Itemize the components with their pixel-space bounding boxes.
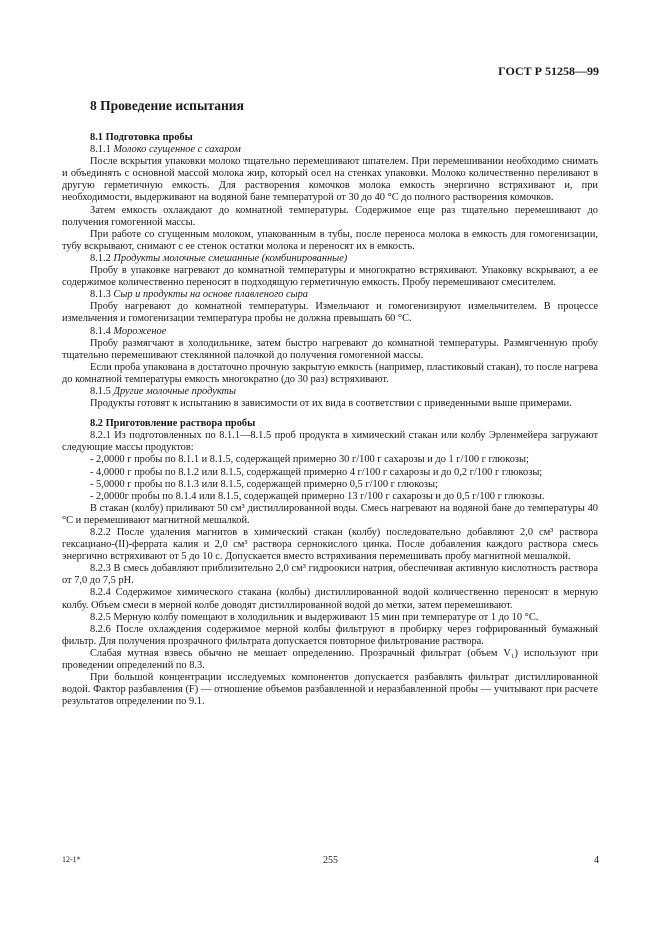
subsection-title: Мороженое <box>113 325 167 337</box>
subsection-title: Другие молочные продукты <box>113 385 237 397</box>
footer-right: 4 <box>594 855 599 866</box>
subsection-heading <box>62 386 598 398</box>
content <box>62 98 598 708</box>
body-text <box>62 132 598 708</box>
subsection-number: 8.1.3 <box>90 289 114 301</box>
paragraph: - 2,0000г пробы по 8.1.4 или 8.1.5, содержащей примерно 13 г/100 г сахарозы и до 0,5 г/100 г глюкозы. <box>90 490 545 502</box>
paragraph: Пробу размягчают в холодильнике, затем быстро нагревают до комнатной температуры. Размягченную пробу тщательно перемешивают стеклянной палочкой до получения гомогенной массы. <box>62 337 598 361</box>
subsection-title: Продукты молочные смешанные (комбинированные) <box>113 252 348 264</box>
section-heading: 8.2 Приготовление раствора пробы <box>90 418 256 430</box>
paragraph: - 2,0000 г пробы по 8.1.1 и 8.1.5, содержащей примерно 30 г/100 г сахарозы и до 1 г/100 г глюкозы; <box>90 454 529 466</box>
paragraph: Если проба упакована в достаточно прочную закрытую емкость (например, пластиковый стакан), то после нагрева до комнатной температуры емкость многократно (до 30 раз) встряхивают. <box>62 361 599 385</box>
subsection-number: 8.1.4 <box>90 325 114 337</box>
paragraph: Слабая мутная взвесь обычно не мешает определению. Прозрачный фильтрат (объем V₁) используют при проведении определений по 8.3. <box>62 647 598 672</box>
subsection-number: 8.1.5 <box>90 385 114 397</box>
paragraph: 8.2.1 Из подготовленных по 8.1.1—8.1.5 проб продукта в химический стакан или колбу Эрленмейера загружают следующие массы продуктов: <box>62 430 598 454</box>
subsection-heading <box>62 253 598 265</box>
paragraph: Пробу нагревают до комнатной температуры. Измельчают и гомогенизируют измельчителем. В процессе измельчения и гомогенизации температура пробы не должна превышать 60 °С. <box>62 301 598 325</box>
section-title: 8 Проведение испытания <box>90 98 244 113</box>
paragraph: - 5,0000 г пробы по 8.1.3 или 8.1.5, содержащей примерно 0,5 г/100 г глюкозы; <box>90 478 438 490</box>
paragraph: Пробу в упаковке нагревают до комнатной температуры и многократно встряхивают. Упаковку вскрывают, а ее содержимое количественно переносят в подходящую герметичную емкость. Пробу перемешивают смесителем. <box>62 265 598 289</box>
paragraph: - 4,0000 г пробы по 8.1.2 или 8.1.5, содержащей примерно 4 г/100 г сахарозы и до 0,2 г/100 г глюкозы; <box>90 466 543 478</box>
section-heading: 8.1 Подготовка пробы <box>90 132 193 143</box>
paragraph: 8.2.5 Мерную колбу помещают в холодильник и выдерживают 15 мин при температуре от 1 до 10 °С. <box>90 611 539 623</box>
subsection-title: Молоко сгущенное с сахаром <box>113 144 241 156</box>
paragraph: В стакан (колбу) приливают 50 см³ дистиллированной воды. Смесь нагревают на водяной бане до температуры 40 °С и перемешивают магнитной мешалкой. <box>62 502 598 526</box>
paragraph: При большой концентрации исследуемых компонентов допускается разбавлять фильтрат дистиллированной водой. Фактор разбавления (F) — отношение объемов разбавленной и неразбавленной пробы — учитывают при расчете результатов определении по 9.1. <box>62 672 598 708</box>
subsection-number: 8.1.1 <box>90 144 114 156</box>
subsection-title: Сыр и продукты на основе плавленого сыра <box>113 289 309 301</box>
subsection-heading <box>62 289 598 301</box>
document-code: ГОСТ Р 51258—99 <box>498 64 599 78</box>
subsection-heading <box>62 144 598 156</box>
paragraph: 8.2.2 После удаления магнитов в химический стакан (колбу) последовательно добавляют 2,0 см³ раствора гексациано-(II)-феррата калия и 2,0 см³ раствора сернокислого цинка. После добавления каждого раствора смесь энергично встряхивают от 5 до 10 с. Допускается вместо встряхивания перемешивать пробу магнитной мешалкой. <box>62 527 598 563</box>
paragraph: 8.2.4 Содержимое химического стакана (колбы) дистиллированной водой количественно переносят в мерную колбу. Объем смеси в мерной колбе доводят дистиллированной водой до метки, затем перемешивают. <box>62 587 598 611</box>
paragraph: 8.2.6 После охлаждения содержимое мерной колбы фильтруют в пробирку через гофрированный бумажный фильтр. Для получения прозрачного фильтрата допускается повторное фильтрование раствора. <box>62 623 598 647</box>
page-number: 255 <box>323 855 338 866</box>
paragraph: Затем емкость охлаждают до комнатной температуры. Содержимое еще раз тщательно перемешивают до получения гомогенной массы. <box>62 204 598 228</box>
paragraph: Продукты готовят к испытанию в зависимости от их вида в соответствии с приведенными выше примерами. <box>90 398 572 410</box>
paragraph: После вскрытия упаковки молоко тщательно перемешивают шпателем. При перемешивании необходимо снимать и объединять с основной массой молока жир, который осел на стенках упаковки. Молоко количественно переливают в другую герметичную емкость. Для растворения комочков молока емкость энергично встряхивают и, при необходимости, выдерживают на водяной бане температурой от 30 до 40 °С до полного растворения комочков. <box>62 156 598 204</box>
paragraph: При работе со сгущенным молоком, упакованным в тубы, после переноса молока в емкость для гомогенизации, тубу вскрывают, снимают с ее стенок остатки молока и переносят их в емкость. <box>62 228 598 252</box>
subsection-heading <box>62 326 598 338</box>
footer-left: 12-1* <box>62 855 81 864</box>
paragraph: 8.2.3 В смесь добавляют приблизительно 2,0 см³ гидроокиси натрия, обеспечивая активную кислотность раствора от 7,0 до 7,5 рН. <box>62 563 598 587</box>
subsection-number: 8.1.2 <box>90 252 114 264</box>
